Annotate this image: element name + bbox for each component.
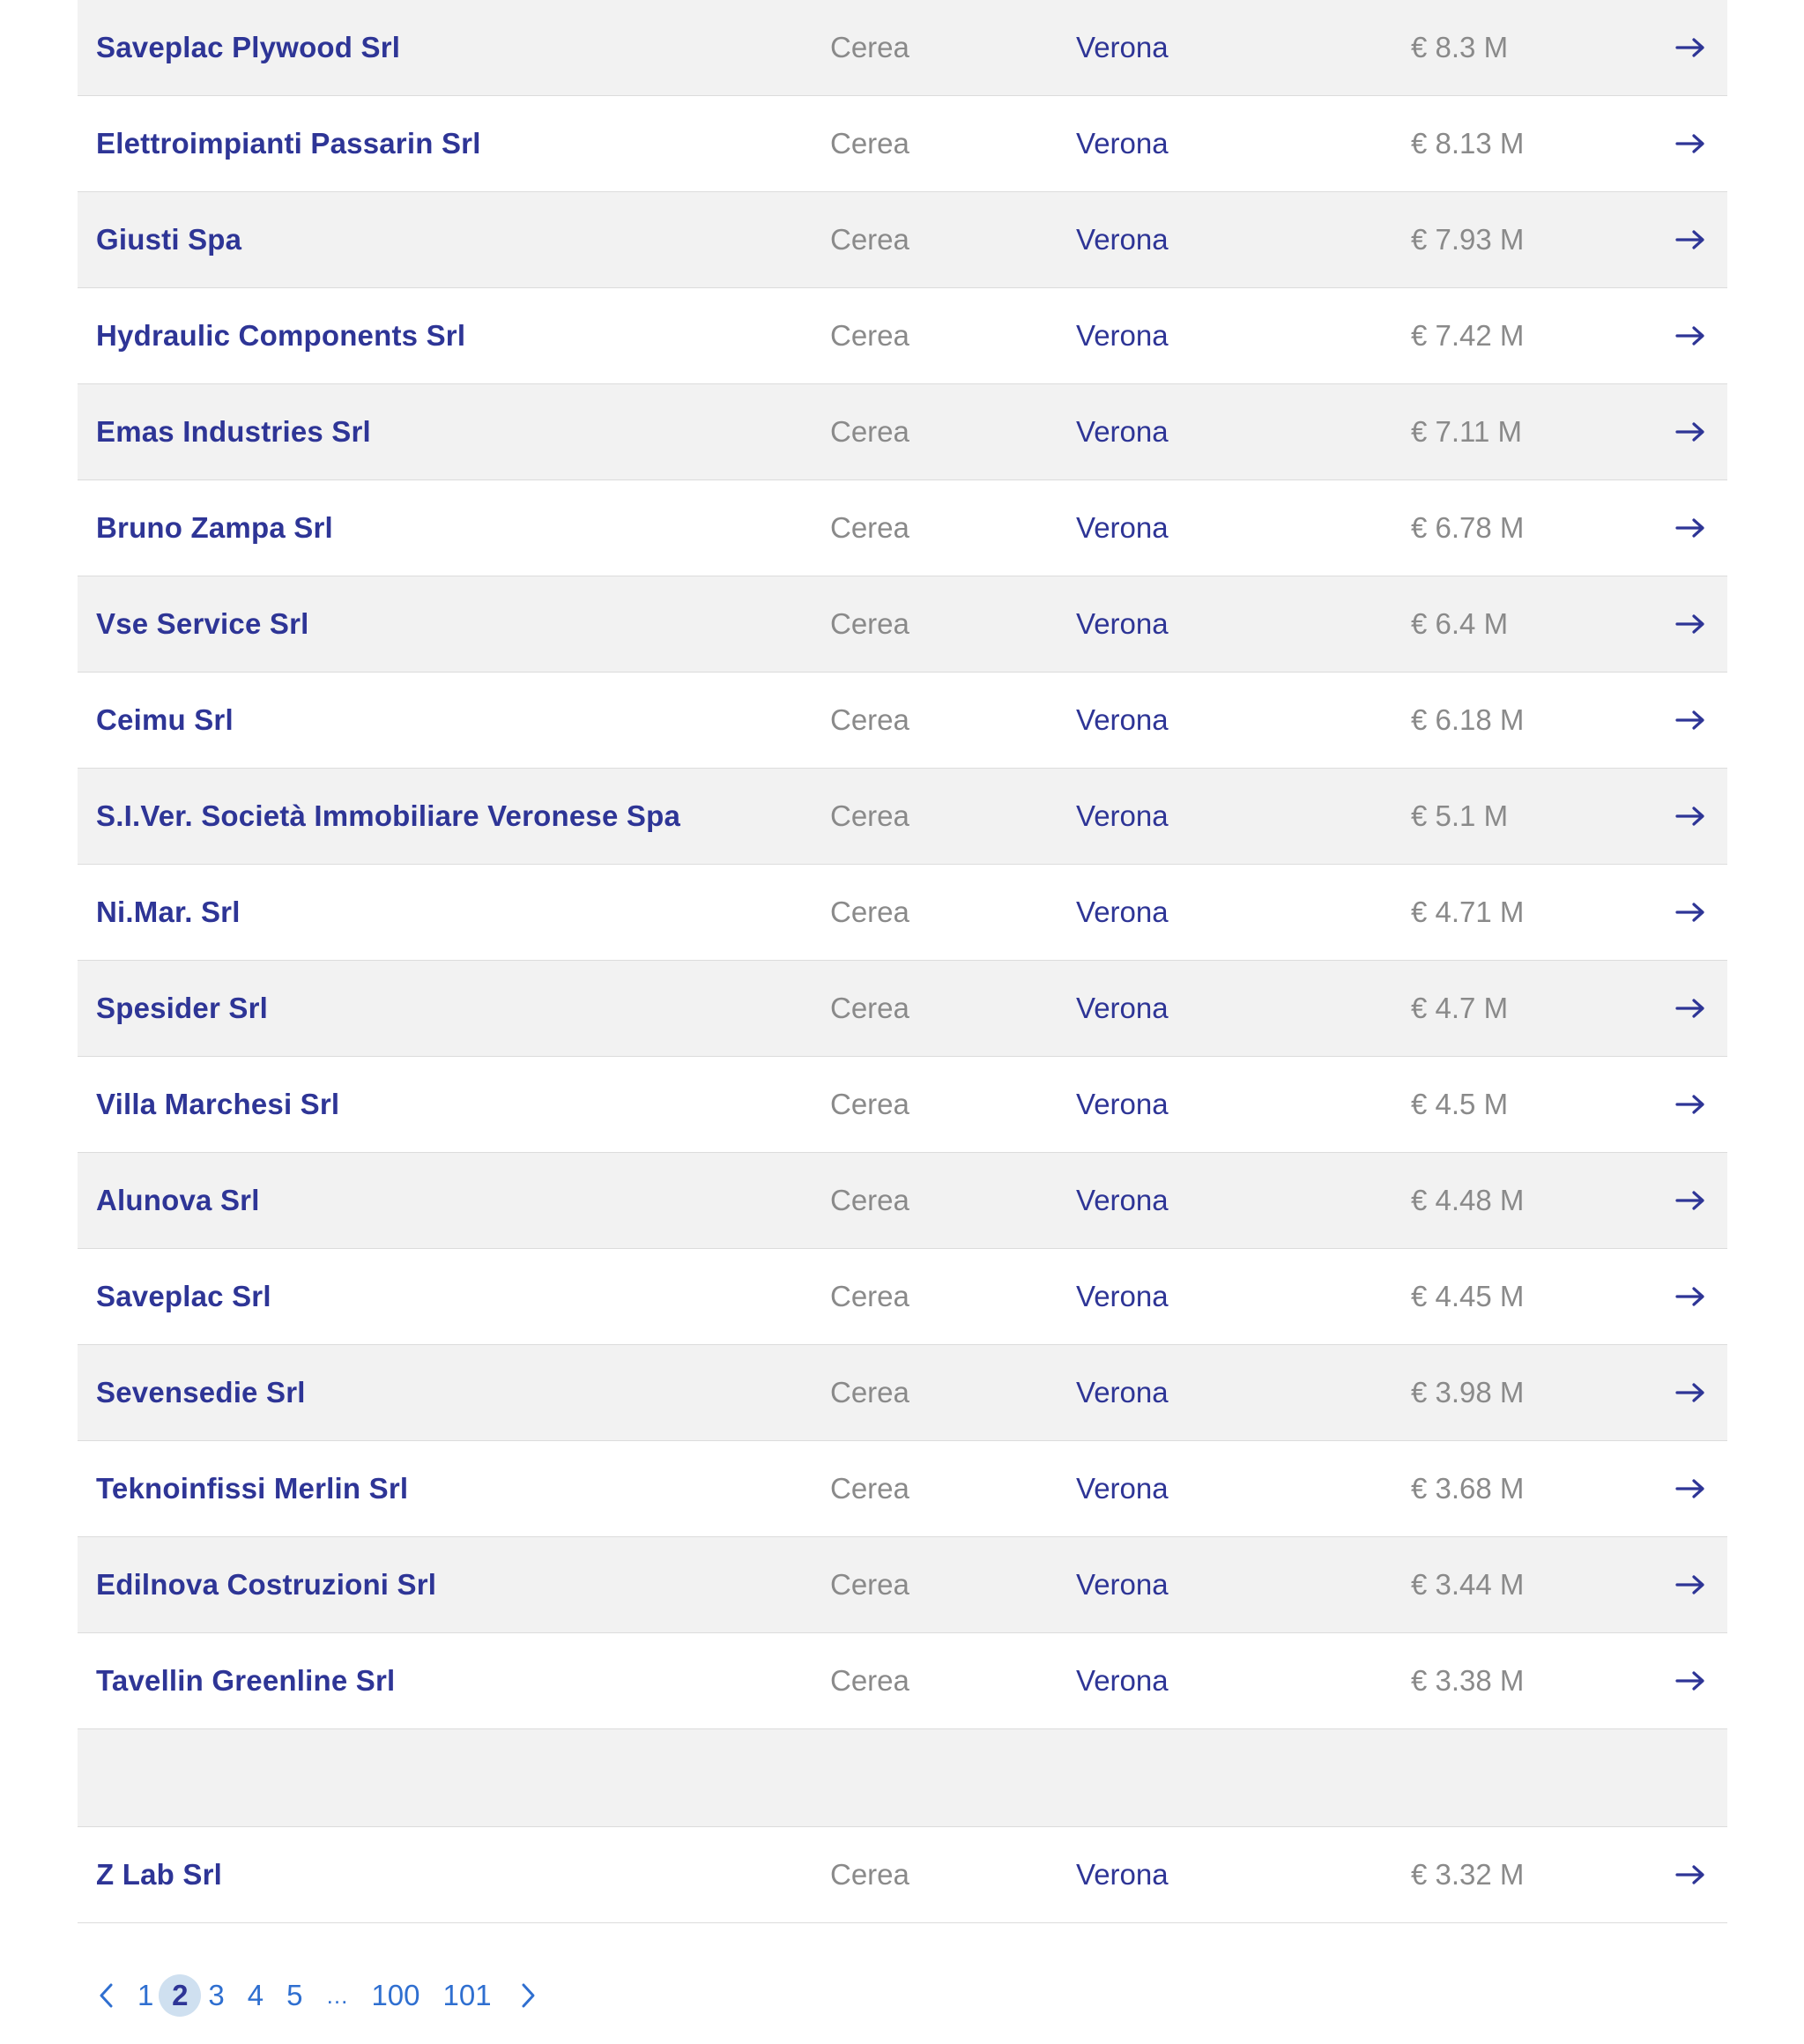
revenue-cell: € 3.32 M <box>1411 1858 1525 1891</box>
city-cell: Cerea <box>830 896 909 928</box>
table-row[interactable] <box>78 673 1727 769</box>
revenue-cell: € 7.42 M <box>1411 319 1525 352</box>
arrow-right-icon[interactable] <box>1673 1827 1708 1922</box>
revenue-cell: € 8.3 M <box>1411 31 1509 63</box>
province-link[interactable]: Verona <box>1076 31 1169 63</box>
city-cell: Cerea <box>830 1088 909 1120</box>
province-link[interactable]: Verona <box>1076 511 1169 544</box>
revenue-cell: € 3.68 M <box>1411 1472 1525 1505</box>
page-link-5[interactable]: 5 <box>286 1979 303 2011</box>
province-link[interactable]: Verona <box>1076 223 1169 256</box>
revenue-cell: € 5.1 M <box>1411 799 1509 832</box>
table-row[interactable] <box>78 865 1727 961</box>
revenue-cell: € 4.48 M <box>1411 1184 1525 1216</box>
revenue-cell: € 4.45 M <box>1411 1280 1525 1312</box>
city-cell: Cerea <box>830 127 909 160</box>
company-name-link[interactable]: Z Lab Srl <box>96 1858 222 1891</box>
page-link-1[interactable]: 1 <box>137 1979 154 2011</box>
arrow-right-icon[interactable] <box>1673 288 1708 383</box>
arrow-right-icon[interactable] <box>1673 384 1708 479</box>
arrow-right-icon[interactable] <box>1673 1249 1708 1344</box>
table-row[interactable] <box>78 1153 1727 1249</box>
arrow-right-icon[interactable] <box>1673 1633 1708 1728</box>
city-cell: Cerea <box>830 1472 909 1505</box>
province-link[interactable]: Verona <box>1076 1088 1169 1120</box>
arrow-right-icon[interactable] <box>1673 865 1708 960</box>
table-row[interactable] <box>78 1249 1727 1345</box>
page-link-100[interactable]: 100 <box>371 1979 420 2011</box>
company-name-link[interactable]: Giusti Spa <box>96 223 242 256</box>
empty-placeholder-row <box>78 1729 1727 1827</box>
arrow-right-icon[interactable] <box>1673 1057 1708 1152</box>
pagination <box>88 1971 546 2020</box>
province-link[interactable]: Verona <box>1076 1184 1169 1216</box>
province-link[interactable]: Verona <box>1076 896 1169 928</box>
company-name-link[interactable]: Vse Service Srl <box>96 607 309 640</box>
city-cell: Cerea <box>830 511 909 544</box>
city-cell: Cerea <box>830 1664 909 1697</box>
company-name-link[interactable]: Bruno Zampa Srl <box>96 511 333 544</box>
table-row[interactable] <box>78 288 1727 384</box>
city-cell: Cerea <box>830 223 909 256</box>
company-name-link[interactable]: Sevensedie Srl <box>96 1376 306 1409</box>
arrow-right-icon[interactable] <box>1673 1537 1708 1632</box>
arrow-right-icon[interactable] <box>1673 769 1708 864</box>
province-link[interactable]: Verona <box>1076 1858 1169 1891</box>
province-link[interactable]: Verona <box>1076 799 1169 832</box>
arrow-right-icon[interactable] <box>1673 673 1708 768</box>
table-row[interactable] <box>78 96 1727 192</box>
revenue-cell: € 6.4 M <box>1411 607 1509 640</box>
page-link-current[interactable]: 2 <box>159 1974 201 2017</box>
revenue-cell: € 6.78 M <box>1411 511 1525 544</box>
revenue-cell: € 4.7 M <box>1411 992 1509 1024</box>
company-name-link[interactable]: Hydraulic Components Srl <box>96 319 466 352</box>
arrow-right-icon[interactable] <box>1673 192 1708 287</box>
table-row[interactable] <box>78 961 1727 1057</box>
city-cell: Cerea <box>830 1280 909 1312</box>
revenue-cell: € 7.93 M <box>1411 223 1525 256</box>
page-link-3[interactable]: 3 <box>208 1979 225 2011</box>
revenue-cell: € 4.5 M <box>1411 1088 1509 1120</box>
city-cell: Cerea <box>830 1568 909 1601</box>
revenue-cell: € 3.38 M <box>1411 1664 1525 1697</box>
company-name-link[interactable]: Alunova Srl <box>96 1184 260 1216</box>
city-cell: Cerea <box>830 607 909 640</box>
company-name-link[interactable]: Tavellin Greenline Srl <box>96 1664 396 1697</box>
company-name-link[interactable]: Villa Marchesi Srl <box>96 1088 340 1120</box>
province-link[interactable]: Verona <box>1076 1664 1169 1697</box>
companies-table <box>78 0 1727 1923</box>
table-row[interactable] <box>78 192 1727 288</box>
table-row[interactable] <box>78 384 1727 480</box>
province-link[interactable]: Verona <box>1076 1280 1169 1312</box>
arrow-right-icon[interactable] <box>1673 1441 1708 1536</box>
city-cell: Cerea <box>830 703 909 736</box>
table-row[interactable] <box>78 1633 1727 1729</box>
company-name-link[interactable]: Saveplac Plywood Srl <box>96 31 401 63</box>
revenue-cell: € 7.11 M <box>1411 415 1522 448</box>
city-cell: Cerea <box>830 1184 909 1216</box>
city-cell: Cerea <box>830 1858 909 1891</box>
city-cell: Cerea <box>830 1376 909 1409</box>
province-link[interactable]: Verona <box>1076 415 1169 448</box>
table-row[interactable] <box>78 1441 1727 1537</box>
table-row[interactable] <box>78 576 1727 673</box>
city-cell: Cerea <box>830 415 909 448</box>
revenue-cell: € 6.18 M <box>1411 703 1525 736</box>
page-link-4[interactable]: 4 <box>247 1979 264 2011</box>
company-name-link[interactable]: Edilnova Costruzioni Srl <box>96 1568 437 1601</box>
table-row[interactable] <box>78 1057 1727 1153</box>
table-row[interactable] <box>78 769 1727 865</box>
company-name-link[interactable]: Teknoinfissi Merlin Srl <box>96 1472 409 1505</box>
chevron-right-icon[interactable] <box>511 1974 546 2017</box>
city-cell: Cerea <box>830 992 909 1024</box>
company-name-link[interactable]: Saveplac Srl <box>96 1280 271 1312</box>
page-ellipsis: … <box>325 1981 349 2009</box>
province-link[interactable]: Verona <box>1076 1568 1169 1601</box>
province-link[interactable]: Verona <box>1076 992 1169 1024</box>
province-link[interactable]: Verona <box>1076 607 1169 640</box>
table-row[interactable] <box>78 1827 1727 1923</box>
province-link[interactable]: Verona <box>1076 1376 1169 1409</box>
arrow-right-icon[interactable] <box>1673 96 1708 191</box>
company-name-link[interactable]: Elettroimpianti Passarin Srl <box>96 127 481 160</box>
province-link[interactable]: Verona <box>1076 703 1169 736</box>
table-row[interactable] <box>78 1537 1727 1633</box>
arrow-right-icon[interactable] <box>1673 0 1708 95</box>
arrow-right-icon[interactable] <box>1673 480 1708 576</box>
arrow-right-icon[interactable] <box>1673 1153 1708 1248</box>
city-cell: Cerea <box>830 319 909 352</box>
table-row[interactable] <box>78 0 1727 96</box>
table-row[interactable] <box>78 480 1727 576</box>
province-link[interactable]: Verona <box>1076 319 1169 352</box>
company-name-link[interactable]: Spesider Srl <box>96 992 268 1024</box>
province-link[interactable]: Verona <box>1076 1472 1169 1505</box>
page-link-101[interactable]: 101 <box>442 1979 492 2011</box>
revenue-cell: € 3.44 M <box>1411 1568 1525 1601</box>
revenue-cell: € 3.98 M <box>1411 1376 1525 1409</box>
arrow-right-icon[interactable] <box>1673 961 1708 1056</box>
arrow-right-icon[interactable] <box>1673 576 1708 672</box>
city-cell: Cerea <box>830 799 909 832</box>
company-name-link[interactable]: Ni.Mar. Srl <box>96 896 241 928</box>
table-row[interactable] <box>78 1345 1727 1441</box>
company-name-link[interactable]: S.I.Ver. Società Immobiliare Veronese Spa <box>96 799 681 832</box>
revenue-cell: € 4.71 M <box>1411 896 1525 928</box>
chevron-left-icon[interactable] <box>88 1974 123 2017</box>
city-cell: Cerea <box>830 31 909 63</box>
revenue-cell: € 8.13 M <box>1411 127 1525 160</box>
company-name-link[interactable]: Ceimu Srl <box>96 703 234 736</box>
company-name-link[interactable]: Emas Industries Srl <box>96 415 371 448</box>
arrow-right-icon[interactable] <box>1673 1345 1708 1440</box>
province-link[interactable]: Verona <box>1076 127 1169 160</box>
